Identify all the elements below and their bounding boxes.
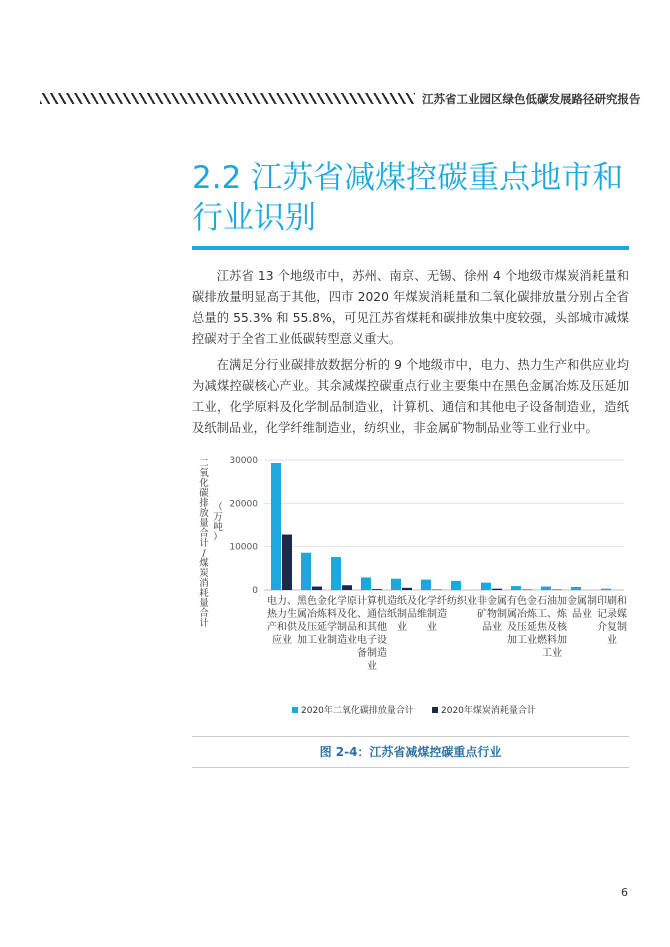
y-tick-label: 20000: [229, 499, 258, 510]
y-tick-label: 30000: [229, 456, 258, 466]
paragraph-1: 江苏省 13 个地级市中，苏州、南京、无锡、徐州 4 个地级市煤炭消耗量和碳排放量明显高于其他，四市 2020 年煤炭消耗量和二氧化碳排放量分别占全省总量的 55.3% 和 55.8%，可见江苏省煤耗和碳排放集中度较强，头部城市减煤控碳对于全省工业低碳转型意义重大。: [192, 269, 629, 346]
legend-label: 2020年二氧化碳排放量合计: [301, 706, 414, 716]
x-tick-label: 金属制品业: [567, 596, 597, 620]
legend-swatch: [292, 707, 298, 713]
bar: [421, 580, 431, 590]
header-hatch-decoration: [40, 93, 415, 104]
y-tick-label: 10000: [229, 542, 258, 553]
bar: [312, 587, 322, 590]
y-axis-unit: （万吨）: [213, 502, 223, 543]
bar-chart-svg: [192, 448, 629, 733]
bar: [492, 589, 502, 590]
y-tick-label: 0: [252, 586, 258, 596]
page-number: 6: [621, 886, 628, 899]
x-tick-label: 印刷和记录媒介复制业: [597, 596, 627, 646]
bar: [451, 581, 461, 590]
bar: [301, 553, 311, 590]
paragraph-2: 在满足分行业碳排放数据分析的 9 个地级市中，电力、热力生产和供应业均为减煤控碳核心产业。其余减煤控碳重点行业主要集中在黑色金属冶炼及压延加工业，化学原料及化学制品制造业，计算机、通信和其他电子设备制造业，造纸及纸制品业，化学纤维制造业，纺织业，非金属矿物制品业等工业行业中。: [192, 358, 629, 435]
x-tick-label: 黑色金属冶炼及压延加工业: [297, 596, 327, 646]
bar: [372, 589, 382, 590]
bar: [402, 588, 412, 590]
y-axis-title: 二氧化碳排放量合计/煤炭消耗量合计: [199, 458, 209, 629]
bar: [282, 535, 292, 590]
x-tick-label: 石油加工、炼焦及核燃料加工业: [537, 596, 567, 659]
bar: [331, 557, 341, 590]
legend-swatch: [432, 707, 438, 713]
bar: [511, 586, 521, 590]
report-title: 江苏省工业园区绿色低碳发展路径研究报告: [422, 92, 641, 106]
bar-chart: [192, 448, 629, 733]
x-tick-label: 造纸及纸制品业: [387, 596, 417, 633]
figure-caption: 图 2-4：江苏省减煤控碳重点行业: [319, 745, 502, 759]
x-tick-label: 电力、热力生产和供应业: [267, 596, 297, 646]
heading-rule: [192, 246, 629, 250]
bar: [601, 589, 611, 590]
section-heading: 2.2 江苏省减煤控碳重点地市和行业识别: [192, 160, 624, 236]
x-tick-label: 非金属矿物制品业: [477, 596, 507, 633]
bar: [481, 583, 491, 590]
bar: [541, 587, 551, 590]
bar: [271, 463, 281, 590]
x-tick-label: 纺织业: [447, 596, 477, 607]
x-tick-label: 有色金属冶炼及压延加工业: [507, 596, 537, 646]
caption-rule-top: [192, 736, 629, 737]
caption-rule-bottom: [192, 767, 629, 768]
bar: [391, 579, 401, 590]
legend-label: 2020年煤炭消耗量合计: [441, 706, 536, 716]
bar: [361, 577, 371, 590]
x-tick-label: 计算机、通信和其他电子设备制造业: [357, 596, 387, 672]
bar: [342, 585, 352, 590]
x-tick-label: 化学原料及化学制品制造业: [327, 596, 357, 646]
x-tick-label: 化学纤维制造业: [417, 596, 447, 633]
bar: [571, 587, 581, 590]
